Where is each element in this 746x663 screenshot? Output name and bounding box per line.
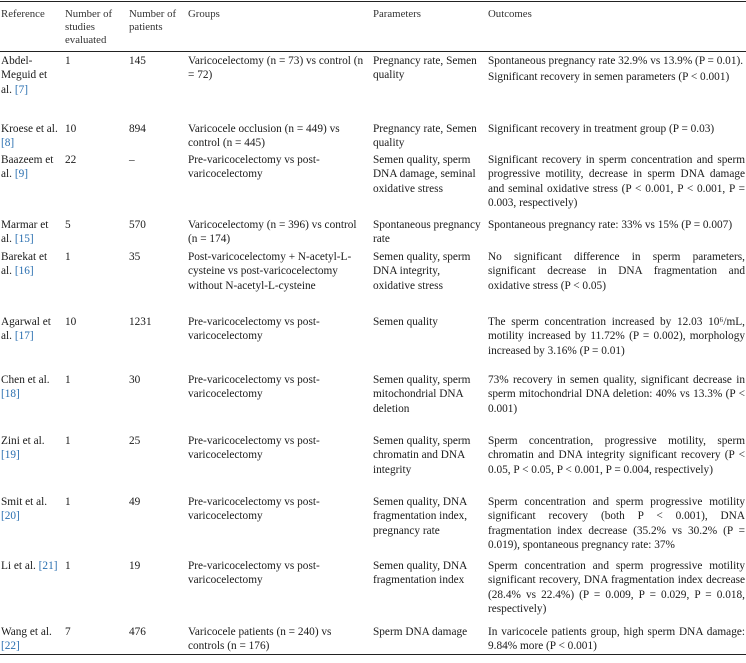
cell-patients: – [129,153,135,166]
citation-link[interactable]: [21] [38,559,58,572]
header-parameters: Parameters [369,2,484,52]
cell-parameters: Semen quality, sperm DNA damage, seminal oxidative stress [373,153,476,195]
header-patients: Number of patients [125,2,184,52]
outcome-text: Spontaneous pregnancy rate 32.9% vs 13.9% (P = 0.01). [488,54,744,67]
cell-outcomes: Spontaneous pregnancy rate: 33% vs 15% (P = 0.007) [488,218,733,231]
cell-patients: 49 [129,495,141,508]
cell-reference [0,248,61,313]
cell-groups: Pre-varicocelectomy vs post-varicocelectomy [188,315,320,343]
citation-link[interactable]: [16] [14,265,34,278]
cell-patients: 1231 [129,315,152,328]
cell-outcomes: 73% recovery in semen quality, significant decrease in sperm mitochondrial DNA deletion: 40% vs 13.3% (P < 0.001) [488,373,745,415]
cell-studies: 22 [65,153,77,166]
cell-outcomes: No significant difference in sperm parameters, significant decrease in DNA fragmentation and oxidative stress (P < 0.05) [488,250,745,292]
table-header-row [0,2,746,52]
cell-groups: Pre-varicocelectomy vs post-varicocelectomy [188,153,320,181]
table-row [0,432,746,493]
table-row [0,493,746,557]
cell-studies: 5 [65,218,71,231]
cell-parameters: Semen quality, DNA fragmentation index, pregnancy rate [373,495,468,537]
cell-reference [0,623,61,655]
cell-patients: 894 [129,122,146,135]
cell-outcomes: Significant recovery in treatment group (P = 0.03) [488,122,715,135]
cell-outcomes: Sperm concentration and sperm progressive motility significant recovery (both P < 0.001), DNA fragmentation index decrease (35.2% vs 30.2% (P = 0.019), spontaneous pregnancy rate: 37% [488,495,745,552]
cell-patients: 570 [129,218,146,231]
table-row [0,216,746,248]
citation-link[interactable]: [22] [1,640,20,653]
table-row [0,623,746,655]
cell-reference [0,371,61,432]
citation-link[interactable]: [7] [14,83,28,96]
cell-groups: Post-varicocelectomy + N-acetyl-L-cysteine vs post-varicocelectomy without N-acetyl-L-cysteine [188,250,352,292]
cell-outcomes: In varicocele patients group, high sperm DNA damage: 9.84% more (P < 0.001) [488,625,745,653]
cell-studies: 1 [65,559,71,572]
cell-parameters: Spontaneous pregnancy rate [373,218,481,246]
cell-patients: 25 [129,434,141,447]
cell-reference [0,120,61,151]
citation-link[interactable]: [20] [1,510,20,523]
cell-outcomes: The sperm concentration increased by 12.03 10⁶/mL, motility increased by 11.72% (P = 0.002), morphology increased by 3.16% (P = 0.01) [488,315,745,357]
table-row [0,151,746,216]
header-outcomes: Outcomes [484,2,746,52]
ref-author: Marmar et al. [1,218,49,246]
cell-parameters: Pregnancy rate, Semen quality [373,122,477,150]
cell-studies: 7 [65,625,71,638]
table-row [0,51,746,120]
cell-studies: 1 [65,434,71,447]
ref-author: Barekat et al. [1,250,48,278]
ref-author: Baazeem et al. [1,153,54,181]
cell-reference [0,216,61,248]
cell-outcomes: Significant recovery in sperm concentration and sperm progressive motility, decrease in sperm DNA damage and seminal oxidative stress (P < 0.001, P < 0.001, P = 0.003, respectively) [488,153,745,210]
cell-groups: Varicocelectomy (n = 396) vs control (n = 174) [188,218,357,246]
cell-studies: 10 [65,122,77,135]
cell-groups: Pre-varicocelectomy vs post-varicocelectomy [188,434,320,462]
cell-studies: 1 [65,54,71,67]
table-row [0,120,746,151]
ref-author: Abdel-Meguid et al. [1,54,48,96]
cell-patients: 145 [129,54,146,67]
citation-link[interactable]: [9] [14,168,28,181]
cell-parameters: Semen quality, DNA fragmentation index [373,559,467,587]
table-row [0,313,746,371]
cell-parameters: Sperm DNA damage [373,625,468,638]
cell-parameters: Pregnancy rate, Semen quality [373,54,477,82]
cell-parameters: Semen quality, sperm DNA integrity, oxidative stress [373,250,471,292]
cell-groups: Varicocele patients (n = 240) vs controls (n = 176) [188,625,332,653]
cell-patients: 30 [129,373,141,386]
cell-patients: 476 [129,625,146,638]
ref-author: Li et al. [1,559,36,572]
citation-link[interactable]: [15] [14,233,34,246]
cell-parameters: Semen quality [373,315,438,328]
cell-reference [0,432,61,493]
cell-reference [0,151,61,216]
cell-patients: 19 [129,559,141,572]
header-groups: Groups [184,2,369,52]
cell-reference [0,51,61,120]
cell-studies: 10 [65,315,77,328]
table-row [0,248,746,313]
table-row [0,557,746,623]
citation-link[interactable]: [19] [1,449,20,462]
table-row [0,371,746,432]
cell-studies: 1 [65,250,71,263]
outcome-text-2: Significant recovery in semen parameters (P < 0.001) [488,71,730,84]
header-reference: Reference [0,2,61,52]
citation-link[interactable]: [17] [14,330,34,343]
cell-groups: Varicocele occlusion (n = 449) vs control (n = 445) [188,122,340,150]
cell-outcomes [484,51,746,120]
cell-reference [0,493,61,557]
cell-parameters: Semen quality, sperm mitochondrial DNA deletion [373,373,471,415]
ref-author: Smit et al. [1,495,48,508]
cell-groups: Varicocelectomy (n = 73) vs control (n = 72) [188,54,364,82]
cell-outcomes: Sperm concentration and sperm progressive motility significant recovery, DNA fragmentation index decrease (28.4% vs 22.4%) (P = 0.009, P = 0.029, P = 0.018, respectively) [488,559,745,616]
ref-author: Agarwal et al. [1,315,51,343]
cell-reference [0,313,61,371]
header-studies: Number of studies evaluated [61,2,125,52]
cell-patients: 35 [129,250,141,263]
ref-author: Wang et al. [1,625,52,638]
cell-groups: Pre-varicocelectomy vs post-varicocelectomy [188,495,320,523]
cell-groups: Pre-varicocelectomy vs post-varicocelectomy [188,559,320,587]
citation-link[interactable]: [8] [1,137,15,150]
cell-reference [0,557,61,623]
ref-author: Chen et al. [1,373,50,386]
ref-author: Zini et al. [1,434,45,447]
cell-groups: Pre-varicocelectomy vs post-varicocelectomy [188,373,320,401]
cell-outcomes: Sperm concentration, progressive motility, sperm chromatin and DNA integrity significant recovery (P < 0.05, P < 0.05, P < 0.001, P = 0.004, respectively) [488,434,745,476]
citation-link[interactable]: [18] [1,388,20,401]
studies-table [0,1,746,655]
ref-author: Kroese et al. [1,122,58,135]
cell-studies: 1 [65,495,71,508]
cell-parameters: Semen quality, sperm chromatin and DNA integrity [373,434,471,476]
cell-studies: 1 [65,373,71,386]
